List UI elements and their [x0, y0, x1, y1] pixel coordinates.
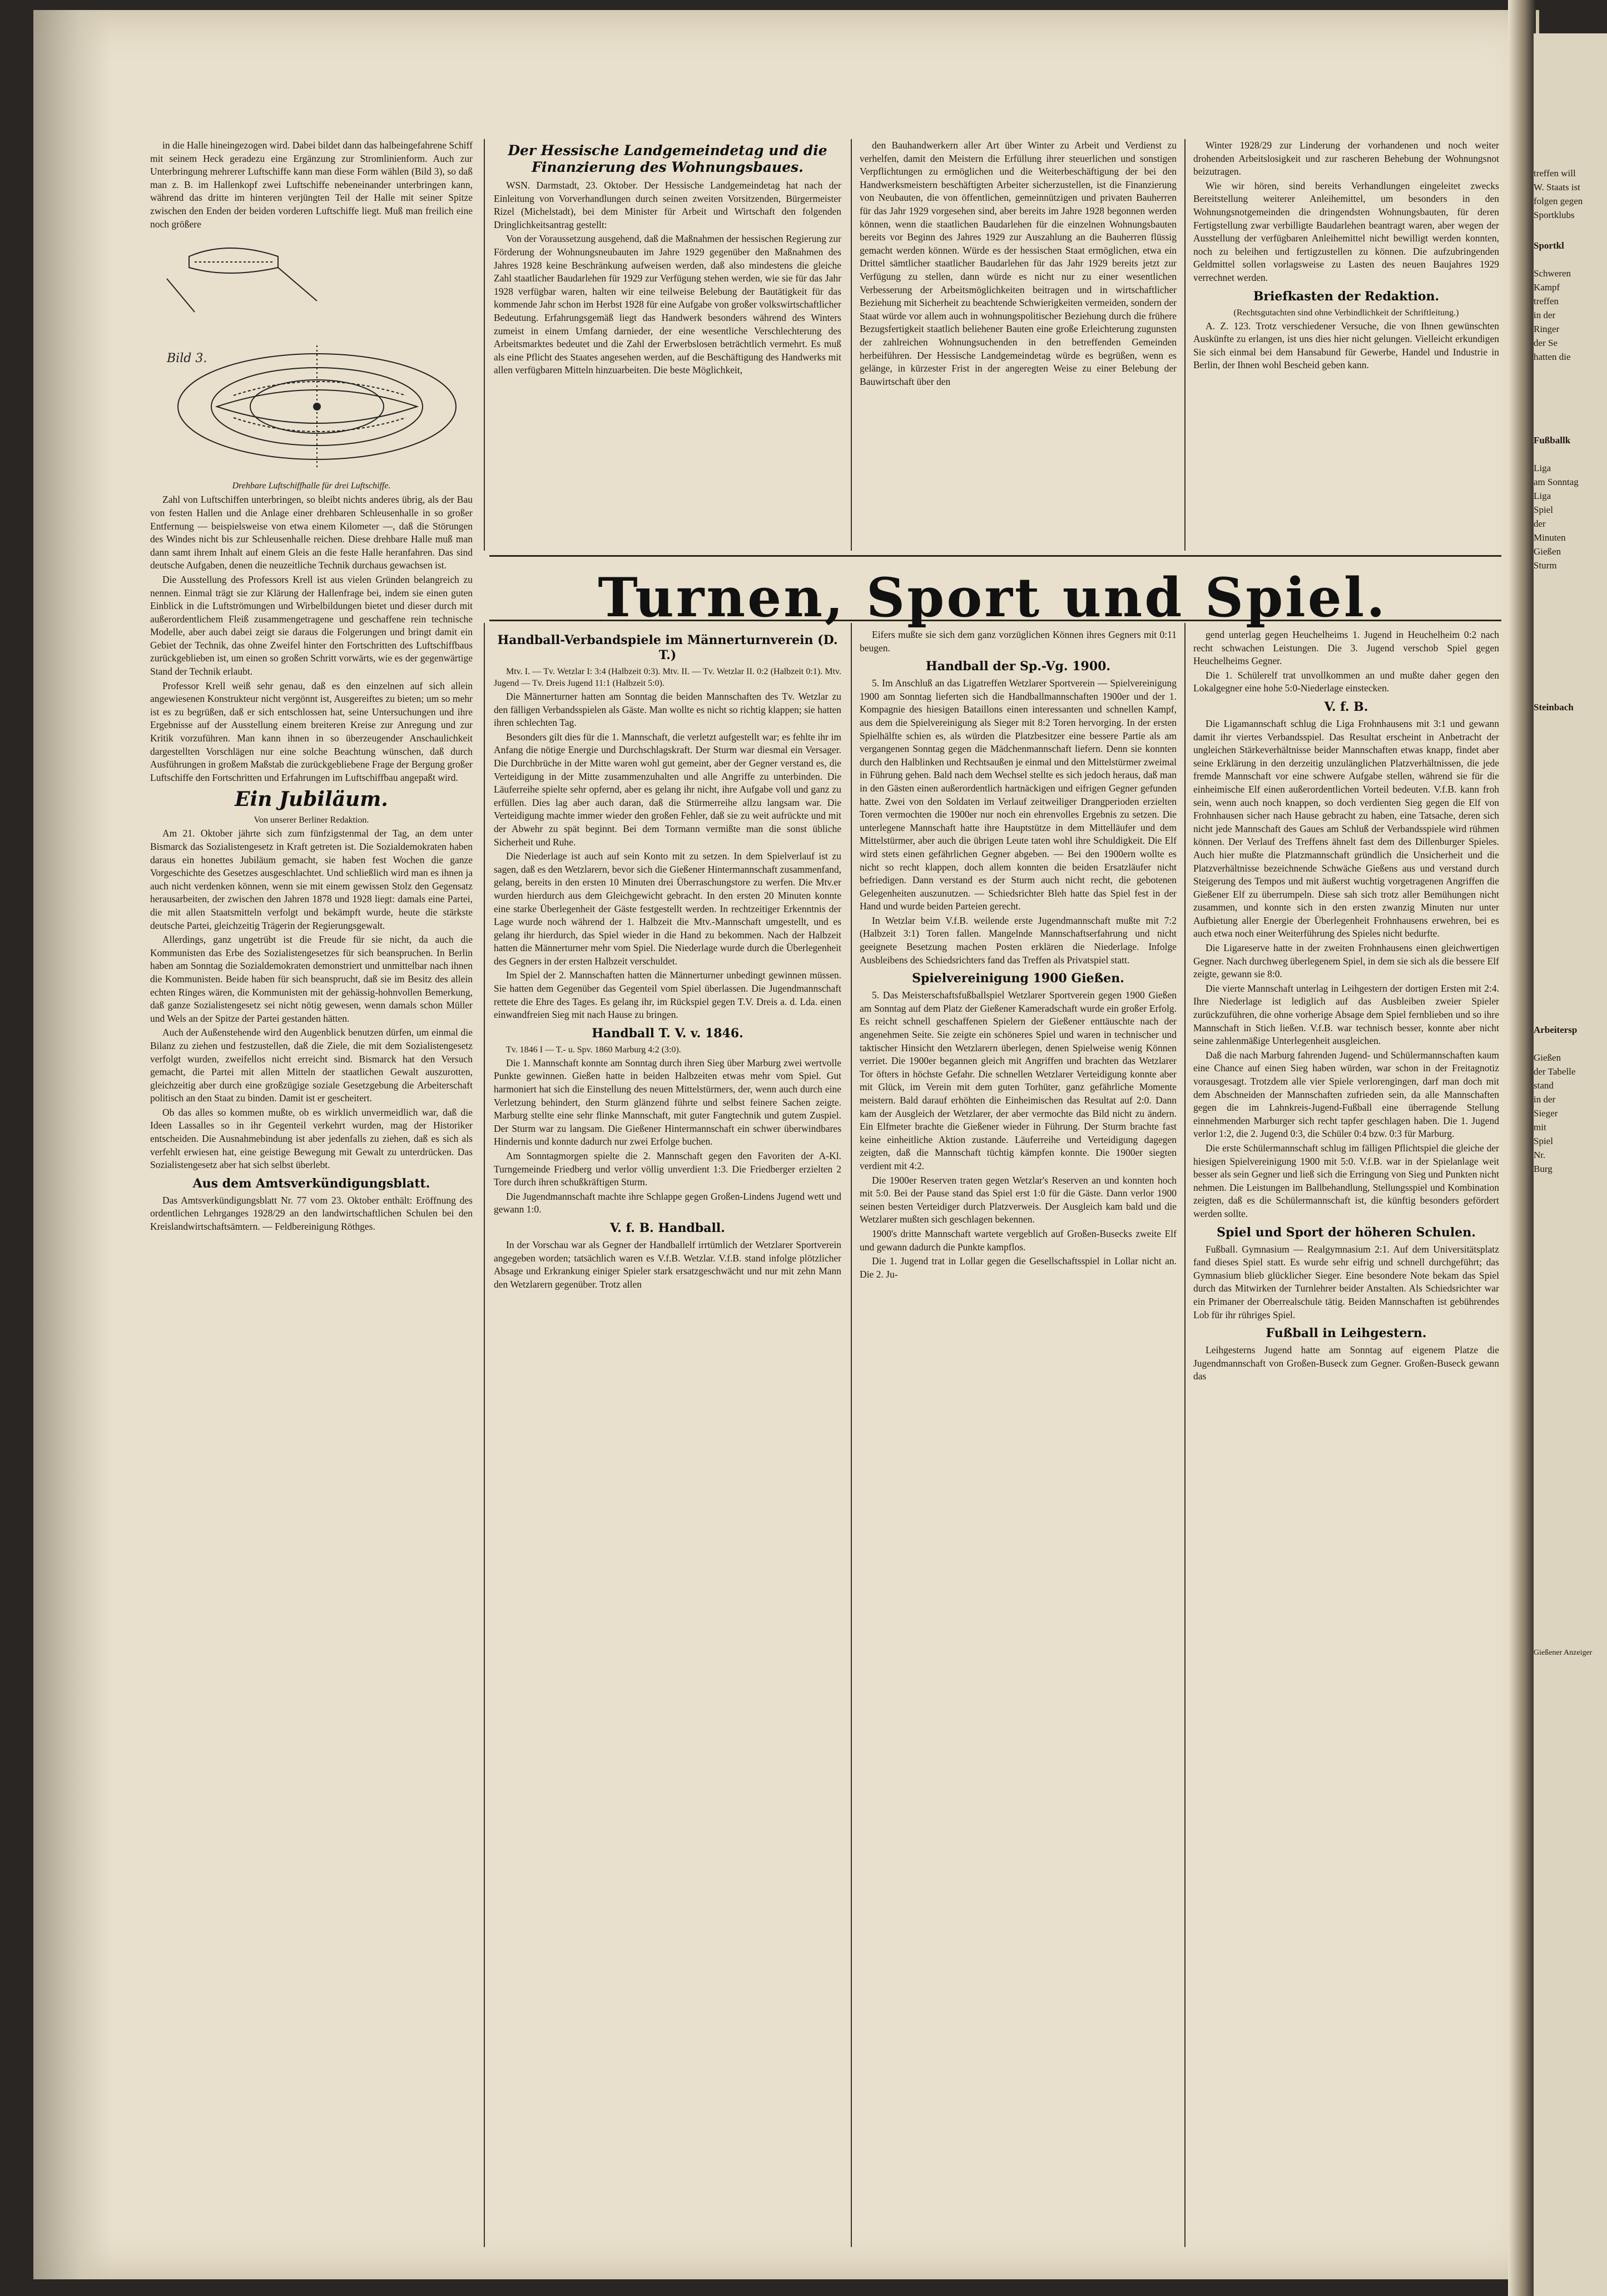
facing-line: Schweren: [1534, 268, 1571, 279]
banner-rule-top: [489, 555, 1501, 557]
figure-caption: Drehbare Luftschiffhalle für drei Luftschiffe.: [232, 481, 391, 491]
article-text: den Bauhandwerkern aller Art über Winter zu Arbeit und Verdienst zu verhelfen, damit den Meistern die Erfüllung ihrer steuerlichen und sonstigen Verpflichtungen zu ermöglichen und die Weiterbeschäftigung der bei den Handwerksmeistern beschäftigten Arbeiter sicherzustellen, ist die Finanzierung von Neubauten, die von öffentlichen, gemeinnützigen und privaten Bauherren für das Jahr 1929 vorgesehen sind, aber bereits im Jahre 1928 begonnen werden können, wenn die staatlichen Baudarlehen für die einzelnen Wohnungsbauten bereits vor Beginn des Jahres 1929 zur Auszahlung an die Bauherren flüssig gemacht werden können. Würde es der hessischen Staat ermöglichen, etwa ein Drittel sämtlicher staatlicher Baudarlehen für das Jahr 1929 bereits jetzt zur Verfügung zu stellen, dann würde es nicht nur zu einer wesentlichen Verbesserung der Arbeitsmöglichkeiten beitragen und in wirtschaftlicher Beziehung mit Sicherheit zu beachtende Schwierigkeiten vermeiden, sondern der Staat würde vor allem auch in wohnungspolitischer Beziehung durch die frühere Bezugsfertigkeit staatlich beliehener Bauten eine große Erleichterung zugunsten der zahlreichen Wohnungsuchenden in den betreffenden Gemeinden herbeiführen. Der Hessische Landgemeindetag würde es begrüßen, wenn es gelänge, in kürzester Frist in der angeregten Weise zu einer Belebung der Bauwirtschaft über den: [860, 140, 1177, 387]
facing-line: Sturm: [1534, 560, 1557, 571]
facing-line: am Sonntag: [1534, 477, 1579, 487]
article-text: Die vierte Mannschaft unterlag in Leihgestern der dortigen Ersten mit 2:4. Ihre Niederlage ist lediglich auf das Ausbleiben zweier Spieler zurückzuführen, die ohne vorherige Absage dem Spiel fernblieben und so ihre Mannschaft in Stich ließen. V.f.B. war technisch besser, konnte aber nicht seine zahlenmäßige Unterlegenheit ausgleichen.: [1193, 982, 1499, 1047]
facing-line: Ringer: [1534, 324, 1560, 334]
headline-landgemeindetag: Der Hessische Landgemeindetag und die Finanzierung des Wohnungsbaues.: [508, 142, 827, 175]
facing-headline: Fußballk: [1534, 435, 1571, 446]
article-text: Die 1. Schülerelf trat unvollkommen an und mußte daher gegen den Lokalgegner eine hohe 5:0-Niederlage einstecken.: [1193, 669, 1499, 694]
facing-line: der: [1534, 518, 1546, 529]
article-text: in die Halle hineingezogen wird. Dabei bildet dann das halbeingefahrene Schiff mit seinem Heck geradezu eine Ergänzung zur Stromlinienform. Auch zur Unterbringung mehrerer Luftschiffe kann man diese Form wählen (Bild 3), so daß man z. B. im Hallenkopf zwei Luftschiffe nebeneinander unterbringen kann, während das dritte im hinteren verjüngten Teil der Halle mit seiner Spitze zwischen den Enden der beiden vorderen Luftschiffe liegt. Muß man freilich eine noch größere: [150, 140, 473, 230]
article-text: Professor Krell weiß sehr genau, daß es den einzelnen auf sich allein angewiesenen Konstrukteur nicht vergönnt ist, Ausgereiftes zu bieten; um so mehr ist es zu begrüßen, daß er sich entschlossen hat, seine Untersuchungen und ihre Ergebnisse auf der Ausstellung einem breiteren Kreise zur Anregung und zur Kritik vorzuführen. Man kann ihnen in so überzeugender Anschaulichkeit dargestellten Vorschlägen nur eine solche Beachtung wünschen, daß durch Ausführungen in großem Maßstab die zurückgebliebene Frage der Bergung großer Luftschiffe den Fortschritten und Erfahrungen im Luftschiffbau angepaßt wird.: [150, 680, 473, 783]
article-text: Von der Voraussetzung ausgehend, daß die Maßnahmen der hessischen Regierung zur Förderung der Wohnungsneubauten im Jahre 1929 gegenüber den Maßnahmen des Jahres 1928 keine Beschränkung aufweisen werden, daß also mindestens die gleiche Zahl staatlicher Baudarlehen für 1929 zur Verfügung stehen werden, wie sie für das Jahr 1928 verfügbar waren, halten wir eine teilweise Belebung der Bautätigkeit für das kommende Jahr schon im Herbst 1928 für eine Aufgabe von großer volkswirtschaftlicher Bedeutung. Erfahrungsgemäß liegt das Handwerk besonders während des Winters zumeist in einem Umfang darnieder, der eine wesentliche Verschlechterung des Arbeitsmarktes bedeutet und die Zahl der Erwerbslosen beträchtlich vermehrt. Es muß als eine Pflicht des Staates angesehen werden, auf die Beschäftigung des Handwerks mit allen verfügbaren Mitteln hinzuarbeiten. Die beste Möglichkeit,: [494, 233, 841, 376]
facing-line: Liga: [1534, 463, 1551, 473]
facing-line: treffen will: [1534, 168, 1576, 179]
article-text: Die Niederlage ist auch auf sein Konto mit zu setzen. In dem Spielverlauf ist zu sagen, daß es den Wetzlarern, bevor sich die Gießener Hintermannschaft zusammenfand, gelang, bereits in den ersten 10 Minuten drei Überraschungstore zu werfen. Die Mtv.er wurden hierdurch aus dem Gleichgewicht gebracht. In den ersten 20 Minuten konnte eine starke Überlegenheit der Gäste festgestellt werden. In rechtzeitiger Erkenntnis der Lage wurde noch während der 1. Halbzeit die Mtv.-Mannschaft umgestellt, und es gelang ihr hierdurch, das Spiel wieder in die Hand zu bekommen. Nach der Halbzeit hatten die Männerturner mehr vom Spiel. Die Niederlage wurde durch die Überlegenheit des Gegners in der ersten Halbzeit verschuldet.: [494, 850, 841, 967]
article-text: Die 1. Mannschaft konnte am Sonntag durch ihren Sieg über Marburg zwei wertvolle Punkte gewinnen. Gießen hatte in beiden Halbzeiten etwas mehr vom Spiel. Gut harmoniert hat sich die Einstellung des neuen Mittelstürmers, der, wenn auch durch eine Verletzung behindert, den Sturm glänzend führte und selbst feinere Sachen zeigte. Marburg stellte eine sehr flinke Mannschaft, mit guter Fangtechnik und gutem Zuspiel. Der Sturm war zu langsam. Die Gießener Hintermannschaft ein schwer überwindbares Hindernis und konnte dadurch nur zwei Erfolge buchen.: [494, 1057, 841, 1147]
binding-gutter: [1508, 0, 1536, 2296]
article-text: Die erste Schülermannschaft schlug im fälligen Pflichtspiel die gleiche der hiesigen Spielvereinigung 1900 mit 5:0. V.f.B. war in der Spielanlage weit besser als sein Gegner und ließ sich die Erringung von Sieg und Punkten nicht nehmen. Die Leistungen im Ballbehandlung, Stellungsspiel und Kombination zeigten, daß es die Schülermannschaft ist, die künftig besonders gefördert werden sollte.: [1193, 1142, 1499, 1219]
column-4-top: [1193, 139, 1499, 551]
facing-line: treffen: [1534, 296, 1559, 306]
article-text: Am 21. Oktober jährte sich zum fünfzigstenmal der Tag, an dem unter Bismarck das Sozialistengesetz in Kraft getreten ist. Die Sozialdemokraten haben daraus ein honettes Jubiläum gemacht, sie haben fest Wochen die ganze Vorgeschichte des Gesetzes ausgeschlachtet. Und schließlich wird man es ihnen ja auch nicht verdenken können, wenn sie mit einem gewissen Stolz den Gegensatz herausarbeiten, der zwischen den Jahren 1878 und 1928 liegt: damals eine Partei, die mit allen Staatsmitteln verfolgt und bekämpft wurde, heute die stärkste deutsche Partei, gleichzeitig Trägerin der Regierungsgewalt.: [150, 828, 473, 931]
headline-handball-mtv: Handball-Verbandspiele im Männerturnverein (D. T.): [497, 633, 838, 662]
headline-spielvereinigung-1900: Spielvereinigung 1900 Gießen.: [912, 971, 1124, 986]
facing-headline: Steinbach: [1534, 702, 1574, 712]
facing-line: folgen gegen: [1534, 196, 1583, 206]
column-3-top: [860, 139, 1177, 551]
headline-hoehere-schulen: Spiel und Sport der höheren Schulen.: [1217, 1225, 1476, 1240]
column-4-bottom: [1193, 629, 1499, 2247]
facing-line: Sieger: [1534, 1108, 1558, 1119]
briefkasten-note: (Rechtsgutachten sind ohne Verbindlichkeit der Schriftleitung.): [1233, 308, 1459, 318]
facing-line: der Tabelle: [1534, 1066, 1576, 1077]
article-text: WSN. Darmstadt, 23. Oktober. Der Hessische Landgemeindetag hat nach der Einleitung von Vorverhandlungen durch seinen zweiten Vorsitzenden, Bürgermeister Rizel (Michelstadt), bei dem Minister für Arbeit und Wirtschaft den folgenden Dringlichkeitsantrag gestellt:: [494, 180, 841, 230]
facing-line: Spiel: [1534, 504, 1553, 515]
column-rule-2b: [851, 623, 852, 2247]
article-text: Fußball. Gymnasium — Realgymnasium 2:1. Auf dem Universitätsplatz fand dieses Spiel statt. Es wurde sehr eifrig und schnell durchgeführt; das Gymnasium blieb glücklicher Sieger. Eine besondere Note bekam das Spiel durch das Mitwirken der Turnlehrer beider Anstalten. Als Schiedsrichter war ein Primaner der Oberrealschule tätig. Beiden Mannschaften ist gebührendes Lob für ihr rühriges Spiel.: [1193, 1243, 1499, 1320]
headline-handball-1846: Handball T. V. v. 1846.: [592, 1026, 743, 1041]
match-results: Tv. 1846 I — T.- u. Spv. 1860 Marburg 4:2 (3:0).: [506, 1045, 681, 1055]
article-text: Die 1. Jugend trat in Lollar gegen die Gesellschaftsspiel in Lollar nicht an. Die 2. Ju-: [860, 1255, 1177, 1280]
facing-line: in der: [1534, 1094, 1556, 1105]
facing-headline: Sportkl: [1534, 240, 1564, 251]
article-text: In der Vorschau war als Gegner der Handballelf irrtümlich der Wetzlarer Sportverein angegeben worden; tatsächlich waren es V.f.B. Wetzlar. V.f.B. stand infolge plötzlicher Absage und Erkrankung einiger Spieler stark ersatzgeschwächt und nur mit zehn Mann den Wetzlarern gegenüber. Trotz allen: [494, 1239, 841, 1290]
facing-line: Gießen: [1534, 546, 1561, 557]
column-2-top: [494, 139, 841, 551]
column-rule-1b: [484, 623, 485, 2247]
byline: Von unserer Berliner Redaktion.: [254, 815, 369, 825]
section-banner: Turnen, Sport und Spiel.: [598, 566, 1387, 629]
facing-line: Nr.: [1534, 1150, 1546, 1160]
article-text: Winter 1928/29 zur Linderung der vorhandenen und noch weiter drohenden Arbeitslosigkeit und zur rascheren Behebung der Wohnungsnot beizutragen.: [1193, 140, 1499, 177]
column-1: [150, 139, 473, 2247]
facing-line: Kampf: [1534, 282, 1560, 293]
article-text: Besonders gilt dies für die 1. Mannschaft, die verletzt aufgestellt war; es fehlte ihr im Anfang die nötige Energie und Durchschlagskraft. Der Sturm war diesmal ein Versager. Die Durchbrüche in der Mitte waren wohl gut gemeint, aber der Gegner verstand es, die Verteidigung in der Mitte zusammenzuhalten und alle Angriffe zu unterbinden. Die Läuferreihe spielte sehr opfernd, aber es gelang ihr nicht, ihre Aufgabe voll und ganz zu erfüllen. Dies lag aber auch daran, daß die Stürmerreihe allzu langsam war. Die Verteidigung machte immer wieder den großen Fehler, daß sie zu weit aufrückte und mit der Abwehr zu spät beginnt. Bei dem Tormann vermißte man die sonst übliche Sicherheit und Ruhe.: [494, 731, 841, 848]
headline-amtsblatt: Aus dem Amtsverkündigungsblatt.: [192, 1176, 430, 1191]
library-stamp: Gießener Anzeiger: [1534, 1649, 1593, 1657]
column-rule-1: [484, 139, 485, 551]
article-text: Im Spiel der 2. Mannschaften hatten die Männerturner unbedingt gewinnen müssen. Sie hatten dem Gegenüber das Gegenteil vom Spiel überlassen. Die Jugendmannschaft rettete die Ehre des Tages. Es gelang ihr, im Rückspiel gegen T.V. Dreis a. d. Lda. einen einwandfreien Sieg mit nach Hause zu bringen.: [494, 969, 841, 1021]
column-rule-3: [1184, 139, 1186, 551]
article-text: Die Männerturner hatten am Sonntag die beiden Mannschaften des Tv. Wetzlar zu den fälligen Verbandsspielen als Gäste. Man wollte es nicht so richtig klappen; sie hatten ihren schlechten Tag.: [494, 691, 841, 729]
facing-headline: Arbeitersp: [1534, 1025, 1578, 1035]
article-text: gend unterlag gegen Heuchelheims 1. Jugend in Heuchelheim 0:2 nach recht schwachen Leistungen. Die 3. Jugend verschob Spiel gegen Heuchelheims Gegner.: [1193, 629, 1499, 667]
article-text: Die Ausstellung des Professors Krell ist aus vielen Gründen belangreich zu nennen. Einmal trägt sie zur Klärung der Hallenfrage bei, indem sie einen guten Einblick in die Luftströmungen und Wirbelbildungen bietet und dieser durch mit außerordentlichem Fleiß zusammengetragene und geschaffene rein technische Modelle, aber auch dabei zeigt sie daraus die Folgerungen und bringt damit ein Gebiet der Technik, das ohne Zweifel hinter den Fortschritten des Luftschiffbaus zurückgeblieben ist, um einen so großen Schritt vorwärts, wie es der gegenwärtige Stand der Technik erlaubt.: [150, 573, 473, 677]
article-text: In Wetzlar beim V.f.B. weilende erste Jugendmannschaft mußte mit 7:2 (Halbzeit 3:1) Toren fallen. Mangelnde Mannschaftserfahrung und nicht geeignete Besetzung machen Posten erklären die Niederlage. Infolge Ausbleibens des Schiedsrichters fand das Treffen als Privatspiel statt.: [860, 914, 1177, 966]
article-text: Daß die nach Marburg fahrenden Jugend- und Schülermannschaften kaum eine Chance auf einen Sieg haben würden, war schon in der Freitagnotiz vorausgesagt. Trotzdem alle vier Spiele verlorengingen, darf man doch mit dem Abschneiden der Mannschaften zufrieden sein, da alle Mannschaften gegen die im Lahnkreis-Jugend-Fußball eine überragende Stellung einnehmenden Marburger sich recht tapfer geschlagen haben. Die 1. Jugend verlor 1:2, die 2. Jugend 0:3, die Schüler 0:4 bzw. 0:3 für Marburg.: [1193, 1049, 1499, 1140]
article-text: 5. Im Anschluß an das Ligatreffen Wetzlarer Sportverein — Spielvereinigung 1900 am Sonntag lieferten sich die Handballmannschaften 1900er und der 1. Kompagnie des hiesigen Bataillons einen interessanten und schnellen Kampf, aus dem die Spielvereinigung als Sieger mit 8:2 Toren hervorging. In der ersten Spielhälfte schien es, als würden die Platzbesitzer eine bessere Partie als am vergangenen Sonntag gegen die Mädchenmannschaft liefern. Denn sie konnten durch den Halblinken und Rechtsaußen je einmal und den Mittelstürmer zweimal in Führung gehen. Bald nach dem Wechsel stellte es sich jedoch heraus, daß man in den Gästen einen außerordentlich hartnäckigen und eifrigen Gegner gefunden hatte. Zwei von den Soldaten im Verlauf zeitweiliger Drangperioden erzielten Toren vermochten die 1900er nur noch ein ehrenvolles Ergebnis zu setzen. Die unterlegene Mannschaft hatte ihre Hauptstütze in dem Mittelläufer und dem Mittelstürmer, aber auch die übrigen Leute taten wohl ihre Schuldigkeit. Die Elf wird stets einen gefährlichen Gegner abgeben. — Bei den 1900ern wollte es nicht so recht klappen, doch allem konnten die beiden Ersatzläufer nicht befriedigen. Dann verstand es der Sturm auch nicht recht, die gebotenen Gelegenheiten auszunutzen. — Schiedsrichter Bleh hatte das Spiel fest in der Hand und wurde beiden Parteien gerecht.: [860, 677, 1177, 912]
article-text: Die Jugendmannschaft machte ihre Schlappe gegen Großen-Lindens Jugend wett und gewann 1:0.: [494, 1190, 841, 1215]
airship-hangar-illustration: [150, 234, 473, 477]
column-rule-2: [851, 139, 852, 551]
figure-label: Bild 3.: [167, 352, 207, 366]
headline-jubilaeum: Ein Jubiläum.: [235, 788, 388, 811]
article-text: Allerdings, ganz ungetrübt ist die Freude für sie nicht, da auch die Kommunisten das Erbe des Sozialistengesetzes für sich beanspruchen. In Berlin haben am Sonntag die Sozialdemokraten demonstriert und unmittelbar nach ihnen die Kommunisten. Beide haben für sich beansprucht, daß sie im Besitz des allein echten Ringes wären, die Kommunisten mit der gehässig-hohnvollen Bemerkung, daß ganze Sozialistengesetz sei nicht nötig gewesen, wenn damals schon Müller und Wels an der Spitze der Partei gestanden hätten.: [150, 934, 473, 1024]
article-text: Die Ligamannschaft schlug die Liga Frohnhausens mit 3:1 und gewann damit ihr viertes Verbandsspiel. Das Resultat erscheint in Anbetracht der ungleichen Stärkeverhältnisse beider Mannschaften etwas knapp, findet aber seine Erklärung in den derzeitig unzulänglichen Platzverhältnissen, die jede fremde Mannschaft vor eine schwere Aufgabe stellen, während sie für die einheimische Elf einen außerordentlichen Vorteil bedeuten. V.f.B. kann froh sein, wenn auch noch knappen, so doch verdienten Sieg gegen die Elf von Frohnhausen sicher nach Hause gebracht zu haben, eine Tatsache, deren sich nicht jede Mannschaft des Gaues am Schluß der Verbandsspiele wird rühmen können. Der Verlauf des Treffens ähnelt fast dem des Dillenburger Spieles. Auch hier mußte die Platzmannschaft gründlich die Unsicherheit und die Platzverhältnisse bezeichnende Schwäche Gießens aus und verstand durch Steigerung des Tempos und mit äußerst wuchtig vorgetragenen Angriffen die Gießener Elf zu überrumpeln. Diese sah sich trotz aller Bemühungen nicht zusammen, und konnte sich in den ersten zwanzig Minuten nur unter Aufbietung aller Energie der Überlegenheit Frohnhausens erwehren, bei es auch etwa noch einer Weiterführung des Spieles nicht bedurfte.: [1193, 718, 1499, 939]
match-results: Mtv. I. — Tv. Wetzlar I: 3:4 (Halbzeit 0:3). Mtv. II. — Tv. Wetzlar II. 0:2 (Halbzeit 0:1). Mtv. Jugend — Tv. Dreis Jugend 11:1 (Halbzeit 5:0).: [494, 667, 841, 688]
facing-line: W. Staats ist: [1534, 182, 1580, 192]
facing-line: in der: [1534, 310, 1556, 320]
facing-line: Liga: [1534, 491, 1551, 501]
column-rule-3b: [1184, 623, 1186, 2247]
article-text: Das Amtsverkündigungsblatt Nr. 77 vom 23. Oktober enthält: Eröffnung des ordentlichen Lehrganges 1928/29 an den landwirtschaftlichen Schulen bei den Kreislandwirtschaftsämtern. — Feldbereinigung Röthges.: [150, 1194, 473, 1233]
facing-line: Sportklubs: [1534, 210, 1575, 220]
headline-vfb-handball: V. f. B. Handball.: [610, 1220, 725, 1235]
article-text: 1900's dritte Mannschaft wartete vergeblich auf Großen-Busecks zweite Elf und gewann dadurch die Punkte kampflos.: [860, 1228, 1177, 1253]
article-text: Auch der Außenstehende wird den Augenblick benutzen dürfen, um einmal die Bilanz zu ziehen und festzustellen, daß die Ziele, die mit dem Sozialistengesetz verfolgt wurden, zweifellos nicht erreicht sind. Bismarck hat den Versuch gemacht, die Partei mit allen Mitteln der staatlichen Gewalt auszurotten, gleichzeitig aber durch eine großzügige soziale Gesetzgebung die Arbeiterschaft politisch an den Staat zu binden. Damit ist er gescheitert.: [150, 1027, 473, 1104]
article-text: 5. Das Meisterschaftsfußballspiel Wetzlarer Sportverein gegen 1900 Gießen am Sonntag auf dem Platz der Gießener Kameradschaft wurde ein großer Erfolg. Es reicht schnell geschaffenen Spielern der Gießener enttäuschte nach der angenehmen Seite. Sie zeigte ein schöneres Spiel und waren in technischer und taktischer Hinsicht den Wetzlarern überlegen, denen Spielweise wenig Können verriet. Die 1900er begannen gleich mit Angriffen und brachten das Wetzlarer Tor öfters in höchste Gefahr. Die schnellen Wetzlarer Verteidigung konnte aber mit Glück, im Verein mit dem guten Torhüter, ganz gefährliche Momente meistern. Bald darauf erhöhten die Einheimischen das Resultat auf 2:0. Dann kam der Ausgleich der Wetzlarer, der aber vermochte das Bild nicht zu ändern. Ein Elfmeter brachte die Gießener wieder in Führung. Der Sturm brachte fast keine einheitliche Aktion zustande. Läuferreihe und Verteidigung dagegen zeigten, daß die Mannschaft tüchtig kämpfen konnte. Die 1900er siegten verdient mit 4:2.: [860, 989, 1177, 1171]
column-3-bottom: [860, 629, 1177, 2247]
article-text: Am Sonntagmorgen spielte die 2. Mannschaft gegen den Favoriten der A-Kl. Turngemeinde Friedberg und verlor völlig unverdient 1:3. Die Friedberger erzielten 2 Tore durch ihren schußkräftigen Sturm.: [494, 1150, 841, 1188]
article-text: Die 1900er Reserven traten gegen Wetzlar's Reserven an und konnten hoch mit 5:0. Bei der Pause stand das Spiel erst 1:0 für die Gäste. Dann verlor 1900 seinen besten Verteidiger durch Platzverweis. Der Ausgleich kam bald und die Wetzlarer mußten sich geschlagen bekennen.: [860, 1174, 1177, 1225]
article-text: Ob das alles so kommen mußte, ob es wirklich unvermeidlich war, daß die Ideen Lassalles so in ihr Gegenteil verkehrt wurden, mag der Historiker entscheiden. Die Ausnahmebindung ist aber jedenfalls zu ziehen, daß es sich als verfehlt erwiesen hat, eine geistige Bewegung mit Gewalt zu unterdrücken. Das Sozialistengesetz aber hat sich selbst überlebt.: [150, 1106, 473, 1171]
facing-line: Spiel: [1534, 1136, 1553, 1146]
headline-briefkasten: Briefkasten der Redaktion.: [1253, 289, 1440, 304]
headline-handball-spvgg: Handball der Sp.-Vg. 1900.: [925, 659, 1111, 674]
facing-page-strip: [1534, 33, 1607, 2296]
headline-vfb: V. f. B.: [1324, 699, 1368, 714]
facing-line: Minuten: [1534, 532, 1566, 543]
article-text: Wie wir hören, sind bereits Verhandlungen eingeleitet zwecks Bereitstellung weiterer Anleihemittel, um besonders in den Wohnungsnotgemeinden die dringendsten Wohnungsbauten, für deren Fertigstellung zwar verbilligte Baudarlehen beantragt waren, aber wegen der Ausstellung der verfügbaren Anleihemittel nicht bewilligt werden konnten, noch zu beleihen und fertigzustellen zu können. Die aufzubringenden Geldmittel sollen vorlagsweise zu Lasten des neuen Baujahres 1929 verrechnet werden.: [1193, 180, 1499, 283]
article-text: A. Z. 123. Trotz verschiedener Versuche, die von Ihnen gewünschten Auskünfte zu erlangen, ist uns dies hier nicht gelungen. Vielleicht erkundigen Sie sich einmal bei dem Hansabund für Gewerbe, Handel und Industrie in Berlin, der Ihnen wohl Bescheid geben kann.: [1193, 320, 1499, 371]
facing-line: Burg: [1534, 1164, 1553, 1174]
facing-line: Gießen: [1534, 1052, 1561, 1063]
facing-line: mit: [1534, 1122, 1546, 1132]
facing-line: der Se: [1534, 338, 1558, 348]
facing-line: hatten die: [1534, 352, 1571, 362]
article-text: Eifers mußte sie sich dem ganz vorzüglichen Können ihres Gegners mit 0:11 beugen.: [860, 629, 1177, 654]
facing-line: stand: [1534, 1080, 1554, 1091]
article-text: Die Ligareserve hatte in der zweiten Frohnhausens einen gleichwertigen Gegner. Nach durchweg überlegenem Spiel, in dem sie sich als die bessere Elf zeigte, gewann sie 8:0.: [1193, 942, 1499, 980]
headline-leihgestern: Fußball in Leihgestern.: [1266, 1326, 1427, 1341]
article-text: Leihgesterns Jugend hatte am Sonntag auf eigenem Platze die Jugendmannschaft von Großen-Buseck zum Gegner. Großen-Buseck gewann das: [1193, 1344, 1499, 1382]
column-2-bottom: [494, 629, 841, 2247]
article-text: Zahl von Luftschiffen unterbringen, so bleibt nichts anderes übrig, als der Bau von festen Hallen und die Anlage einer drehbaren Schleusenhalle in so großer Entfernung — beispielsweise von etwa einem Kilometer —, daß die Störungen des Windes nicht bis zur Schleusenhalle reichen. Diese drehbare Halle muß man dann samt ihrem Inhalt auf einem Gleis an die feste Halle heranfahren. Das sind deutsche Aufgaben, denen die neuzeitliche Technik durchaus gewachsen ist.: [150, 494, 473, 571]
airship-diagram: [150, 234, 473, 473]
